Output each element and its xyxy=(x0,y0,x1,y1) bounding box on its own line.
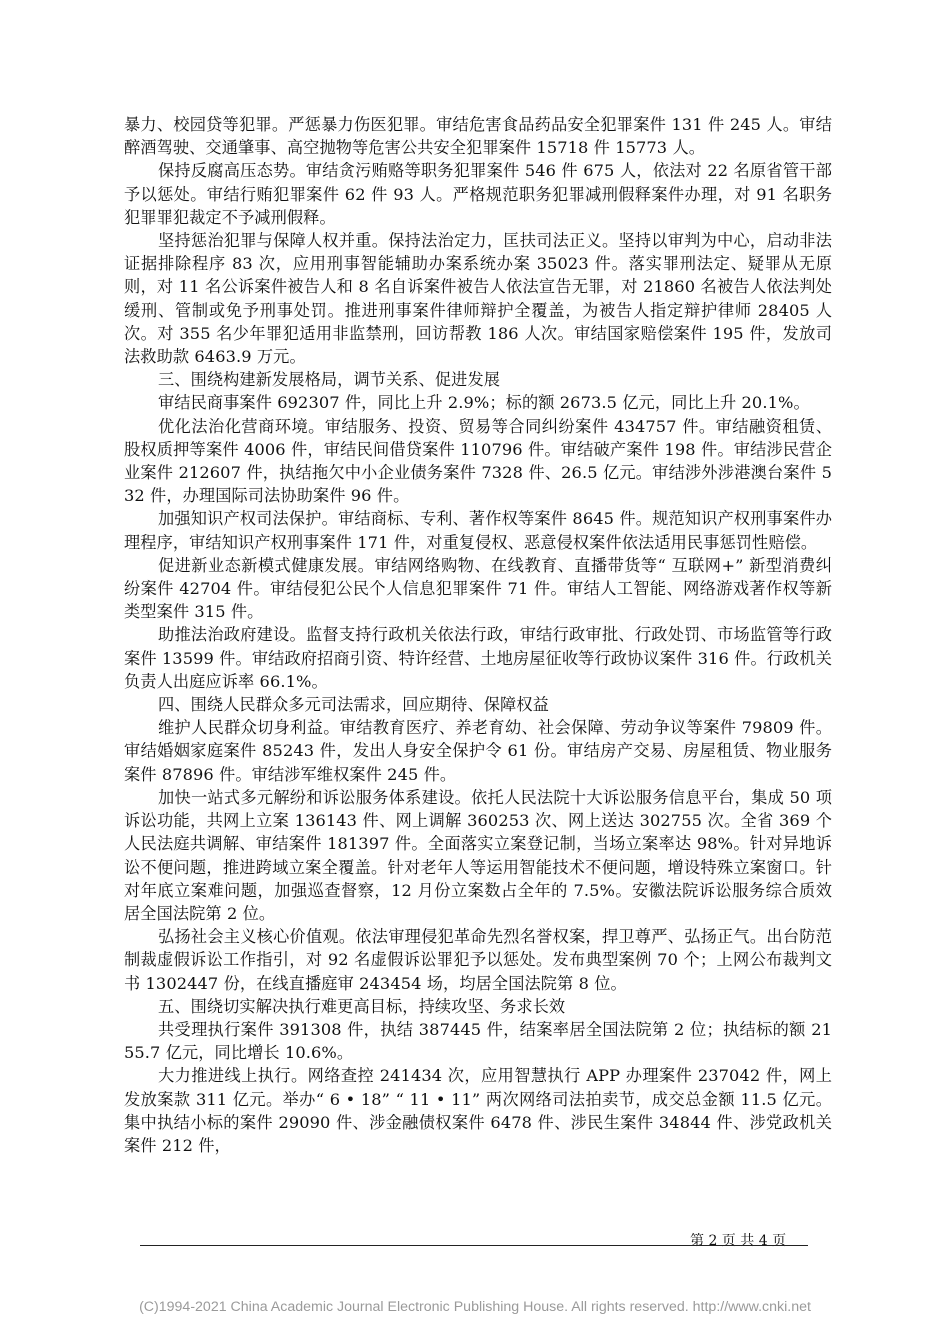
body-paragraph: 五、围绕切实解决执行难更高目标，持续攻坚、务求长效 xyxy=(158,996,566,1016)
body-paragraph: 坚持惩治犯罪与保障人权并重。保持法治定力，匡扶司法正义。坚持以审判为中心，启动非法证据排除程序 83 次，应用刑事智能辅助办案系统办案 35023 件。落实罪刑法定、疑罪从无原则，对 11 名公诉案件被告人和 8 名自诉案件被告人依法宣告无罪，对 21860 名被告人依法判处缓刑、管制或免予刑事处罚。推进刑事案件律师辩护全覆盖，为被告人指定辩护律师 28405 人次。对 355 名少年罪犯适用非监禁刑，回访帮教 186 人次。审结国家赔偿案件 195 件，发放司法救助款 6463.9 万元。 xyxy=(124,231,832,367)
body-paragraph: 保持反腐高压态势。审结贪污贿赂等职务犯罪案件 546 件 675 人，依法对 22 名原省管干部予以惩处。审结行贿犯罪案件 62 件 93 人。严格规范职务犯罪减刑假释案件办理，对 91 名职务犯罪罪犯裁定不予减刑假释。 xyxy=(124,161,832,227)
body-paragraph: 大力推进线上执行。网络查控 241434 次，应用智慧执行 APP 办理案件 237042 件，网上发放案款 311 亿元。举办“ 6 • 18” “ 11 • 11” 两次网络司法拍卖节，成交总金额 11.5 亿元。集中执结小标的案件 29090 件、涉金融债权案件 6478 件、涉民生案件 34844 件、涉党政机关案件 212 件， xyxy=(124,1066,832,1155)
body-paragraph: 优化法治化营商环境。审结服务、投资、贸易等合同纠纷案件 434757 件。审结融资租赁、股权质押等案件 4006 件，审结民间借贷案件 110796 件。审结破产案件 198 件。审结涉民营企业案件 212607 件，执结拖欠中小企业债务案件 7328 件、26.5 亿元。审结涉外涉港澳台案件 532 件，办理国际司法协助案件 96 件。 xyxy=(124,416,832,506)
body-paragraph: 审结民商事案件 692307 件，同比上升 2.9%；标的额 2673.5 亿元，同比上升 20.1%。 xyxy=(158,393,810,413)
body-paragraph: 四、围绕人民群众多元司法需求，回应期待、保障权益 xyxy=(158,695,549,715)
body-paragraph: 维护人民群众切身利益。审结教育医疗、养老育幼、社会保障、劳动争议等案件 79809 件。审结婚姻家庭案件 85243 件，发出人身安全保护令 61 份。审结房产交易、房屋租赁、物业服务案件 87896 件。审结涉军维权案件 245 件。 xyxy=(124,718,832,784)
body-paragraph: 弘扬社会主义核心价值观。依法审理侵犯革命先烈名誉权案，捍卫尊严、弘扬正气。出台防范制裁虚假诉讼工作指引，对 92 名虚假诉讼罪犯予以惩处。发布典型案例 70 个；上网公布裁判文书 1302447 份，在线直播庭审 243454 场，均居全国法院第 8 位。 xyxy=(124,927,832,993)
footer-divider xyxy=(140,1245,808,1246)
body-paragraph: 助推法治政府建设。监督支持行政机关依法行政，审结行政审批、行政处罚、市场监管等行政案件 13599 件。审结政府招商引资、特许经营、土地房屋征收等行政协议案件 316 件。行政机关负责人出庭应诉率 66.1%。 xyxy=(124,625,832,691)
body-paragraph: 加强知识产权司法保护。审结商标、专利、著作权等案件 8645 件。规范知识产权刑事案件办理程序，审结知识产权刑事案件 171 件，对重复侵权、恶意侵权案件依法适用民事惩罚性赔偿。 xyxy=(124,509,832,552)
document-body xyxy=(124,113,832,1157)
body-paragraph: 共受理执行案件 391308 件，执结 387445 件，结案率居全国法院第 2 位；执结标的额 2155.7 亿元，同比增长 10.6%。 xyxy=(124,1019,832,1063)
body-paragraph: 三、围绕构建新发展格局，调节关系、促进发展 xyxy=(158,370,501,390)
page-number: 第 2 页 共 4 页 xyxy=(690,1233,787,1249)
body-paragraph: 促进新业态新模式健康发展。审结网络购物、在线教育、直播带货等“ 互联网+” 新型消费纠纷案件 42704 件。审结侵犯公民个人信息犯罪案件 71 件。审结人工智能、网络游戏著作权等新类型案件 315 件。 xyxy=(124,555,832,622)
body-paragraph: 加快一站式多元解纷和诉讼服务体系建设。依托人民法院十大诉讼服务信息平台，集成 50 项诉讼功能，共网上立案 136143 件、网上调解 360253 次、网上送达 302755 次。全省 369 个人民法庭共调解、审结案件 181397 件。全面落实立案登记制，当场立案率达 98%。针对异地诉讼不便问题，推进跨域立案全覆盖。针对老年人等运用智能技术不便问题，增设特殊立案窗口。针对年底立案难问题，加强巡查督察，12 月份立案数占全年的 7.5%。安徽法院诉讼服务综合质效居全国法院第 2 位。 xyxy=(124,787,832,923)
body-paragraph: 暴力、校园贷等犯罪。严惩暴力伤医犯罪。审结危害食品药品安全犯罪案件 131 件 245 人。审结醉酒驾驶、交通肇事、高空抛物等危害公共安全犯罪案件 15718 件 15773 人。 xyxy=(124,115,832,158)
copyright-notice: (C)1994-2021 China Academic Journal Electronic Publishing House. All rights reserved. http://www.cnki.net xyxy=(139,1299,811,1315)
